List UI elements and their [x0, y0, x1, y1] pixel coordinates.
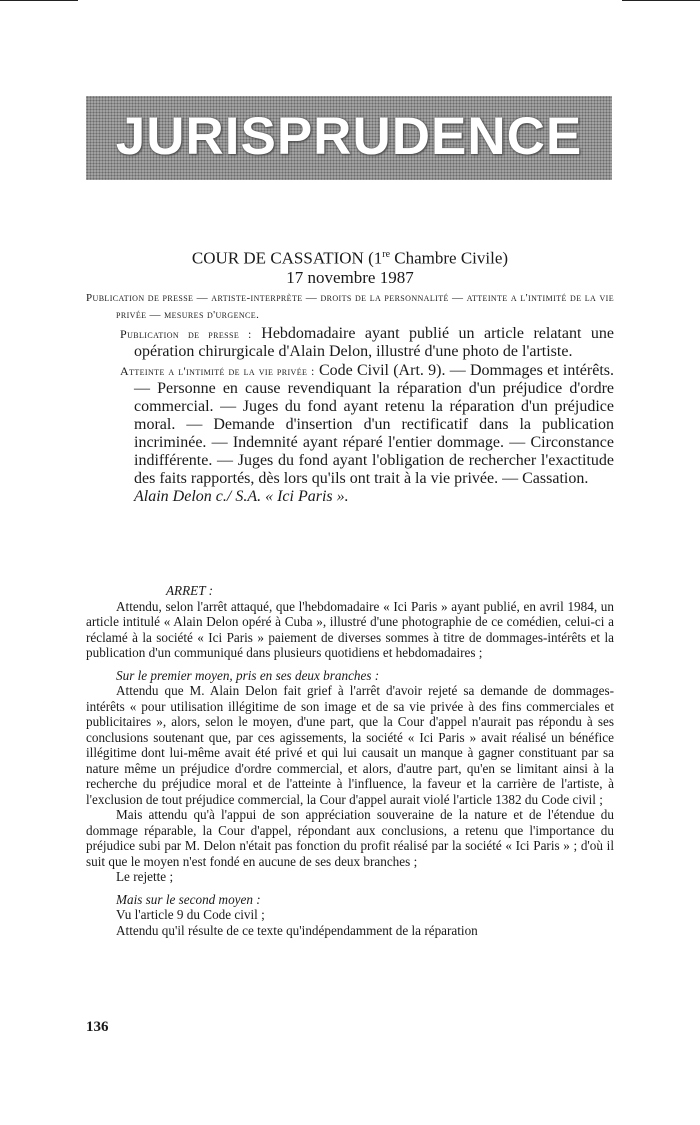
page-number: 136 [86, 1019, 109, 1035]
case-summary [86, 290, 614, 506]
decision-date: 17 novembre 1987 [286, 267, 414, 287]
arret-label: ARRET : [166, 583, 214, 598]
case-parties: Alain Delon c./ S.A. « Ici Paris ». [134, 488, 349, 505]
paragraph-first-plea: Attendu que M. Alain Delon fait grief à l'arrêt d'avoir rejeté sa demande de dommages-intérêts « pour utilisation illégitime de son image et de sa vie privée à des fins commerciales et publicitaires », alors, selon le moyen, d'une part, que la Cour d'appel n'aurait pas répondu à ses conclusions soutenant que, par ces agissements, la société « Ici Paris » avait réalisé un bénéfice illégitime dont lui-même avait été privé et qui lui causait un manque à gagner constituant par sa nature même un préjudice d'ordre commercial, et alors, d'autre part, qu'en se limitant ainsi à la recherche du préjudice moral et de l'atteinte à l'influence, la faveur et la carrière de l'artiste, à l'exclusion de tout préjudice commercial, la Cour d'appel aurait violé l'article 1382 du Code civil ; [86, 683, 614, 807]
summary-privacy [86, 362, 614, 488]
court-ordinal: re [382, 249, 391, 260]
summary-publication-text: Hebdomadaire ayant publié un article relatant une opération chirurgicale d'Alain Delon, illustré d'une photo de l'artiste. [134, 325, 615, 360]
section-banner [86, 96, 612, 180]
summary-keywords: Publication de presse — artiste-interprète — droits de la personnalité — atteinte a l'intimité de la vie privée — mesures d'urgence. [86, 292, 614, 321]
summary-publication-head: Publication de presse : [120, 327, 252, 341]
court-name [0, 245, 700, 268]
paragraph-response: Mais attendu qu'à l'appui de son appréciation souveraine de la nature et de l'étendue du dommage réparable, la Cour d'appel, répondant aux conclusions, a retenu que l'importance du préjudice subi par M. Delon n'était pas fonction du profit réalisé par la société « Ici Paris » ; d'où il suit que le moyen n'est fondé en aucune de ses deux branches ; [86, 807, 614, 869]
heading-first-plea: Sur le premier moyen, pris en ses deux branches : [116, 667, 380, 683]
court-heading [0, 245, 700, 287]
judgment-body [86, 583, 614, 938]
paragraph-reasoning: Attendu qu'il résulte de ce texte qu'indépendamment de la réparation [116, 922, 478, 938]
heading-second-plea: Mais sur le second moyen : [116, 891, 261, 907]
summary-privacy-head: Atteinte a l'intimité de la vie privée : [120, 364, 315, 378]
court-chamber: Chambre Civile) [390, 248, 509, 268]
paragraph-facts: Attendu, selon l'arrêt attaqué, que l'hebdomadaire « Ici Paris » ayant publié, en avril 1984, un article intitulé « Alain Delon opéré à Cuba », illustré d'une photographie de ce comédien, celui-ci a réclamé à la société « Ici Paris » paiement de diverses sommes à titre de dommages-intérêts et la publication d'un communiqué dans plusieurs quotidiens et hebdomadaires ; [86, 598, 614, 660]
summary-publication [86, 325, 614, 361]
crop-mark-left [0, 0, 78, 1]
paragraph-vu: Vu l'article 9 du Code civil ; [116, 907, 265, 922]
crop-mark-right [622, 0, 700, 1]
paragraph-rejette: Le rejette ; [116, 869, 174, 884]
summary-privacy-text: Code Civil (Art. 9). — Dommages et intérêts. — Personne en cause revendiquant la réparation d'un préjudice d'ordre commercial. — Juges du fond ayant retenu la réparation d'un préjudice moral. — Demande d'insertion d'un rectificatif dans la publication incriminée. — Indemnité ayant réparé l'entier dommage. — Circonstance indifférente. — Juges du fond ayant l'obligation de rechercher l'exactitude des faits rapportés, dès lors qu'ils ont trait à la vie privée. — Cassation. [134, 362, 615, 487]
banner-title: JURISPRUDENCE [115, 107, 583, 166]
court-name-text: COUR DE CASSATION (1 [191, 248, 383, 268]
